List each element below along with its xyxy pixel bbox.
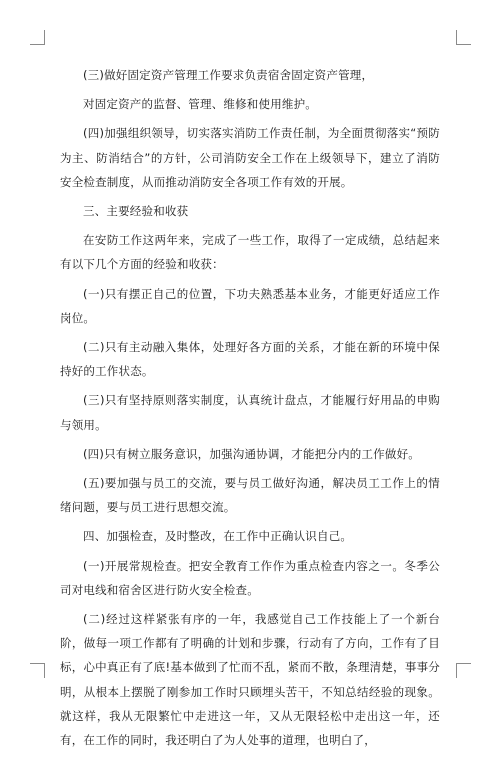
crop-mark-bottom-right xyxy=(456,663,471,678)
list-item: (一)只有摆正自己的位置，下功夫熟悉基本业务，才能更好适应工作岗位。 xyxy=(60,286,440,325)
list-item: (五)要加强与员工的交流，要与员工做好沟通，解决员工工作上的情绪问题，要与员工进行思想交流。 xyxy=(60,476,440,515)
section-heading: 四、加强检查，及时整改，在工作中正确认识自己。 xyxy=(83,529,353,544)
list-item: (二)只有主动融入集体，处理好各方面的关系，才能在新的环境中保持好的工作状态。 xyxy=(60,340,440,379)
document-body xyxy=(60,63,440,757)
list-item: (四)只有树立服务意识，加强沟通协调，才能把分内的工作做好。 xyxy=(83,446,420,461)
paragraph: 对固定资产的监督、管理、维修和使用维护。 xyxy=(83,97,317,112)
crop-mark-top-left xyxy=(30,30,45,45)
crop-mark-bottom-left xyxy=(30,663,45,678)
paragraph: 在安防工作这两年来，完成了一些工作，取得了一定成绩，总结起来有以下几个方面的经验和收获： xyxy=(60,233,440,272)
list-item: (三)只有坚持原则落实制度，认真统计盘点，才能履行好用品的申购与领用。 xyxy=(60,393,440,432)
paragraph: (三)做好固定资产管理工作要求负责宿舍固定资产管理， xyxy=(83,68,374,82)
section-heading: 三、主要经验和收获 xyxy=(83,204,189,219)
paragraph: (四)加强组织领导，切实落实消防工作责任制，为全面贯彻落实“预防为主、防消结合”的方针，公司消防安全工作在上级领导下，建立了消防安全检查制度，从而推动消防安全各项工作有效的开展。 xyxy=(60,126,440,189)
crop-mark-top-right xyxy=(456,30,471,45)
list-item: (二)经过这样紧张有序的一年，我感觉自己工作技能上了一个新台阶，做每一项工作都有了明确的计划和步骤，行动有了方向，工作有了目标，心中真正有了底!基本做到了忙而不乱，紧而不散，条理清楚，事事分明，从根本上摆脱了刚参加工作时只顾埋头苦干，不知总结经验的现象。就这样，我从无限繁忙中走进这一年，又从无限轻松中走出这一年，还有，在工作的同时，我还明白了为人处事的道理，也明白了， xyxy=(60,612,440,748)
list-item: (一)开展常规检查。把安全教育工作作为重点检查内容之一。冬季公司对电线和宿舍区进行防火安全检查。 xyxy=(60,558,440,597)
